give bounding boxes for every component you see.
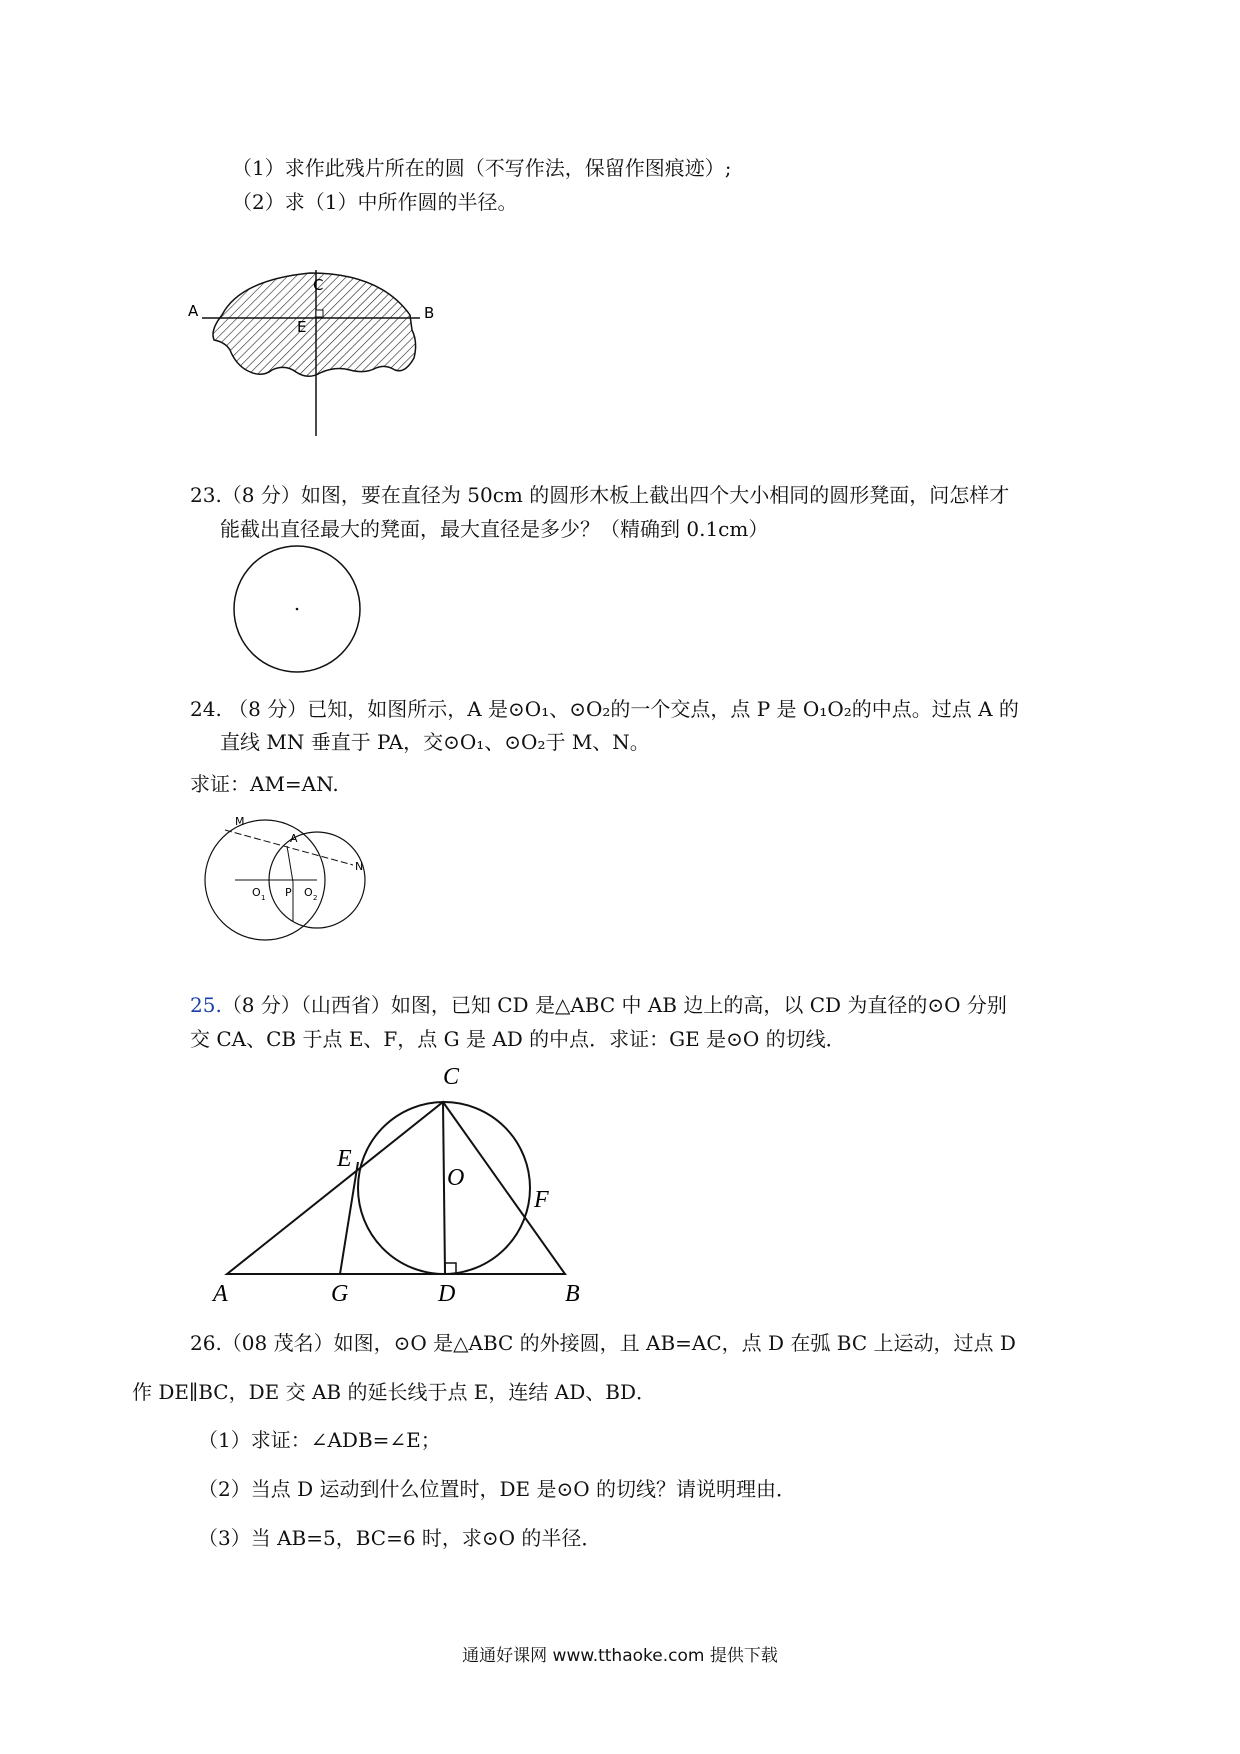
page-footer: 通通好课网 www.tthaoke.com 提供下载	[462, 1646, 778, 1666]
q25-triangle-abc	[227, 1102, 565, 1274]
q24-label-m: M	[235, 815, 245, 828]
q25-altitude-cd	[443, 1102, 445, 1274]
q22-figure-fragment	[188, 270, 440, 440]
q24-line2: 直线 MN 垂直于 PA，交⊙O₁、⊙O₂于 M、N。	[220, 730, 650, 754]
q23-center-dot	[296, 608, 299, 611]
q23-line2: 能截出直径最大的凳面，最大直径是多少？（精确到 0.1cm）	[220, 517, 769, 541]
q22-label-a: A	[188, 302, 199, 320]
q23-line1: 23.（8 分）如图，要在直径为 50cm 的圆形木板上截出四个大小相同的圆形凳面，问怎样才	[190, 483, 1010, 507]
q24-label-n: N	[355, 860, 364, 873]
q22-label-c: C	[313, 276, 324, 294]
q26-part1: （1）求证：∠ADB=∠E；	[198, 1428, 441, 1452]
q24-prove: 求证：AM=AN.	[190, 772, 339, 796]
q25-line2: 交 CA、CB 于点 E、F，点 G 是 AD 的中点．求证：GE 是⊙O 的切线．	[190, 1027, 846, 1051]
q24-line-pa	[287, 846, 293, 882]
q25-label-b: B	[565, 1281, 580, 1307]
q24-label-a: A	[290, 832, 298, 845]
q24-line1: 24. （8 分）已知，如图所示，A 是⊙O₁、⊙O₂的一个交点，点 P 是 O₁O₂的中点。过点 A 的	[190, 697, 1019, 721]
q24-label-o1: O	[252, 886, 261, 899]
q24-label-o2-sub: 2	[313, 894, 318, 902]
q26-part3: （3）当 AB=5，BC=6 时，求⊙O 的半径．	[198, 1526, 602, 1550]
q26-part2: （2）当点 D 运动到什么位置时，DE 是⊙O 的切线？请说明理由．	[198, 1477, 796, 1501]
q25-label-c: C	[443, 1064, 460, 1090]
q26-line2: 作 DE∥BC，DE 交 AB 的延长线于点 E，连结 AD、BD．	[132, 1380, 656, 1404]
q25-label-e: E	[337, 1146, 352, 1172]
q25-label-g: G	[331, 1281, 349, 1307]
q22-label-b: B	[424, 304, 435, 322]
q25-label-d: D	[438, 1281, 456, 1307]
q25-line-ge	[340, 1162, 358, 1274]
q23-figure-circle	[230, 545, 370, 675]
q25-line1-text: （8 分）（山西省）如图，已知 CD 是△ABC 中 AB 边上的高，以 CD 为直径的⊙O 分别	[221, 993, 1007, 1017]
q22-label-e: E	[297, 318, 307, 336]
q24-figure-two-circles	[205, 810, 380, 945]
q25-line1	[190, 993, 1007, 1017]
q25-label-f: F	[534, 1187, 549, 1213]
q24-label-o2: O	[304, 886, 313, 899]
q24-label-p: P	[285, 886, 292, 899]
q25-label-o: O	[447, 1165, 465, 1191]
q25-right-angle-mark	[445, 1263, 456, 1274]
q22-part2: （2）求（1）中所作圆的半径。	[232, 190, 518, 214]
q24-label-o1-sub: 1	[261, 894, 266, 902]
q25-label-a: A	[213, 1281, 228, 1307]
q25-number: 25.	[190, 993, 222, 1017]
q26-line1: 26.（08 茂名）如图，⊙O 是△ABC 的外接圆，且 AB=AC，点 D 在弧 BC 上运动，过点 D	[190, 1331, 1016, 1355]
q22-right-angle-mark	[316, 310, 323, 317]
q22-part1: （1）求作此残片所在的圆（不写作法，保留作图痕迹）;	[232, 156, 732, 180]
q25-figure-triangle-circle	[195, 1055, 615, 1305]
